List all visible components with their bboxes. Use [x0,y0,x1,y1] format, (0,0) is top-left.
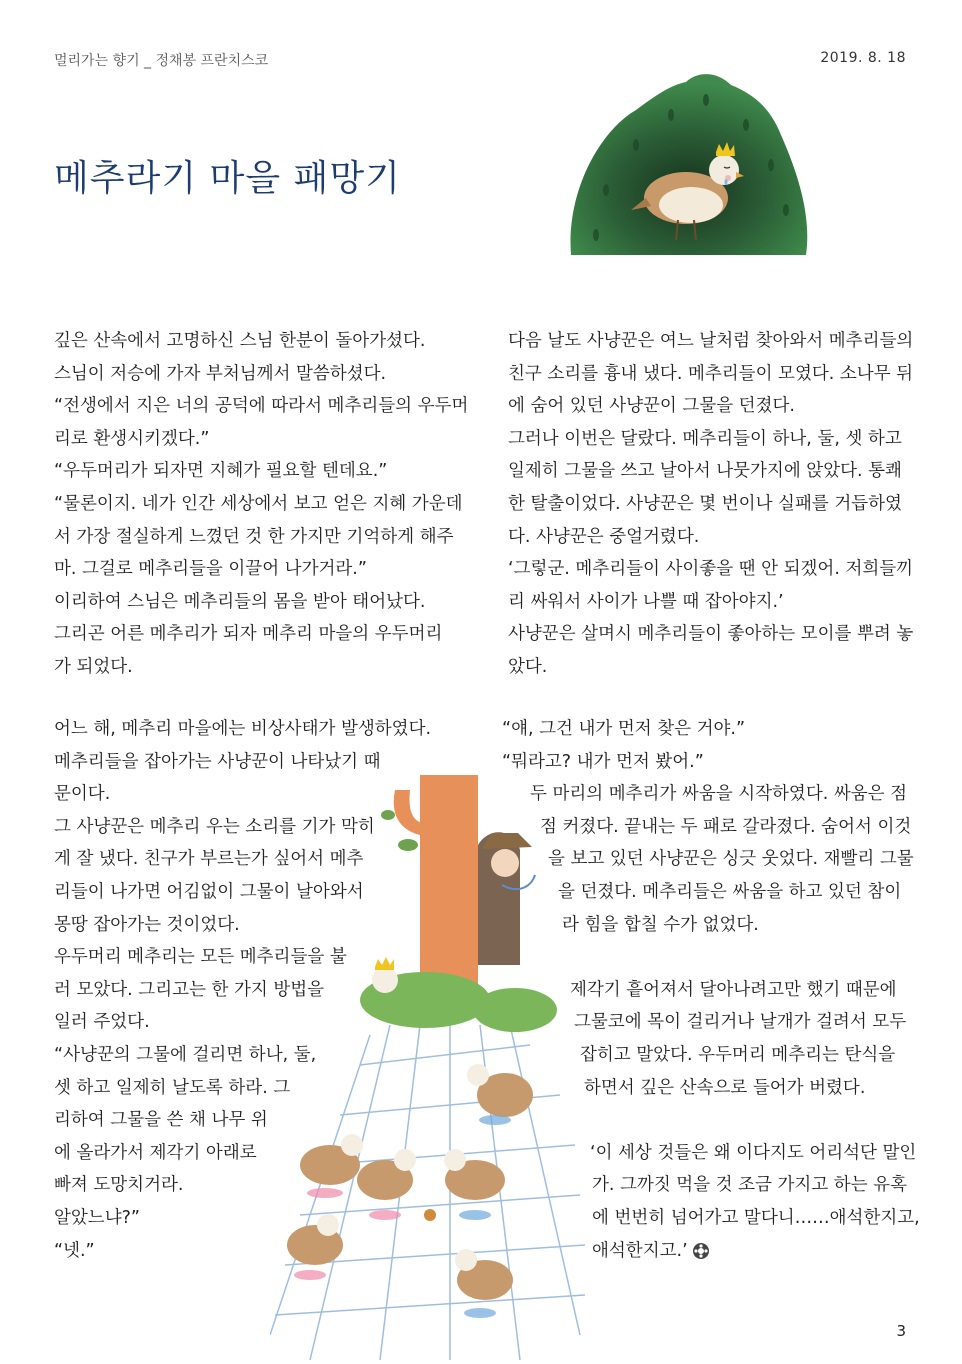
text-line: 점 커졌다. 끝내는 두 패로 갈라졌다. 숨어서 이것 [540,816,912,837]
column-3 [54,713,454,1267]
text-line: 깊은 산속에서 고명하신 스님 한분이 돌아가셨다. [54,331,426,351]
text-line [502,1104,912,1137]
text-line: 두 마리의 메추리가 싸움을 시작하였다. 싸움은 점 [530,784,908,805]
text-line: 우두머리 메추리는 모든 메추리들을 불 [54,947,347,968]
text-line: 라 힘을 합칠 수가 없었다. [562,914,759,935]
column-1 [54,325,469,684]
header-source: 멀리가는 향기 _ 정채봉 프란치스코 [54,53,269,69]
text-line: 사냥꾼은 살며시 메추리들이 좋아하는 모이를 뿌려 놓 [508,624,914,645]
text-line: 러 모았다. 그리고는 한 가지 방법을 [54,979,325,1000]
text-line: 그 사냥꾼은 메추리 우는 소리를 기가 막히 [54,816,375,837]
text-line: 빠져 도망치거라. [54,1175,184,1196]
text-line: 한 탈출이었다. 사냥꾼은 몇 번이나 실패를 거듭하였 [508,493,902,514]
text-line: 가. 그까짓 먹을 것 조금 가지고 하는 유혹 [592,1175,907,1196]
text-line: 가 되었다. [54,656,133,677]
article-title: 메추라기 마을 패망기 [54,158,401,199]
text-line: 하면서 깊은 산속으로 들어가 버렸다. [584,1077,866,1098]
text-line: ‘그렇군. 메추리들이 사이좋을 땐 안 되겠어. 저희들끼 [508,559,914,580]
end-mark-icon [692,1242,710,1260]
text-line: 그물코에 목이 걸리거나 날개가 걸려서 모두 [574,1012,907,1033]
text-line-last [502,1235,912,1268]
text-line: 몽땅 잡아가는 것이었다. [54,914,240,935]
text-line: 을 보고 있던 사냥꾼은 싱긋 웃었다. 재빨리 그물 [548,849,914,870]
text-line: 알았느냐?” [54,1207,140,1228]
text-line: “뭐라고? 내가 먼저 봤어.” [502,751,704,772]
text-line: 서 가장 절실하게 느꼈던 것 한 가지만 기억하게 해주 [54,526,454,547]
text-line: 았다. [508,656,548,677]
text-line: 리로 환생시키겠다.” [54,428,210,449]
text-line: 다. 사냥꾼은 중얼거렸다. [508,526,700,547]
text-line: ‘이 세상 것들은 왜 이다지도 어리석단 말인 [590,1142,917,1163]
column-4 [502,713,920,1267]
text-line: “사냥꾼의 그물에 걸리면 하나, 둘, [54,1044,317,1065]
text-line: 스님이 저승에 가자 부처님께서 말씀하셨다. [54,363,387,384]
text-line: 에 번번히 넘어가고 말다니……애석한지고, [592,1207,920,1228]
text-line: “물론이지. 네가 인간 세상에서 보고 얻은 지혜 가운데 [54,493,463,514]
text-line: 게 잘 냈다. 친구가 부르는가 싶어서 메추 [54,849,364,870]
text-line: “넷.” [54,1240,95,1261]
text-line: 메추리들을 잡아가는 사냥꾼이 나타났기 때 [54,751,381,772]
text-line: 그러나 이번은 달랐다. 메추리들이 하나, 둘, 셋 하고 [508,428,902,449]
text-line: 을 던졌다. 메추리들은 싸움을 하고 있던 참이 [558,881,902,902]
header-date: 2019. 8. 18 [820,50,906,66]
text-line: 잡히고 말았다. 우두머리 메추리는 탄식을 [580,1044,896,1065]
text-line: 일러 주었다. [54,1012,150,1033]
text-line: 리들이 나가면 어김없이 그물이 날아와서 [54,881,364,902]
text-line: 다음 날도 사냥꾼은 여느 날처럼 찾아와서 메추리들의 [508,331,914,351]
text-line: 일제히 그물을 쓰고 날아서 나뭇가지에 앉았다. 통쾌 [508,461,902,482]
text-line: 마. 그걸로 메추리들을 이끌어 나가거라.” [54,559,367,580]
text-line: “얘, 그건 내가 먼저 찾은 거야.” [502,719,746,739]
column-2 [508,325,918,684]
text-line: 리하여 그물을 쓴 채 나무 위 [54,1110,268,1131]
text-line: 셋 하고 일제히 날도록 하라. 그 [54,1077,291,1098]
text-line: 에 숨어 있던 사냥꾼이 그물을 던졌다. [508,396,795,417]
text-line: 에 올라가서 제각기 아래로 [54,1142,257,1163]
text-line: 제각기 흩어져서 달아나려고만 했기 때문에 [570,979,897,1000]
text-line: 어느 해, 메추리 마을에는 비상사태가 발생하였다. [54,719,432,739]
text-line: 그리곤 어른 메추리가 되자 메추리 마을의 우두머리 [54,624,443,645]
text-line: 이리하여 스님은 메추리들의 몸을 받아 태어났다. [54,591,426,612]
text-line: 애석한지고.’ [592,1240,688,1261]
mountain-quail-illustration [566,70,811,265]
text-line: 리 싸워서 사이가 나쁠 때 잡아야지.’ [508,591,784,612]
text-line: “우두머리가 되자면 지혜가 필요할 텐데요.” [54,461,388,482]
text-line [502,941,912,974]
text-line: “전생에서 지은 너의 공덕에 따라서 메추리들의 우두머 [54,396,469,417]
page-number: 3 [896,1322,906,1340]
text-line: 문이다. [54,784,111,805]
text-line: 친구 소리를 흉내 냈다. 메추리들이 모였다. 소나무 뒤 [508,363,914,384]
